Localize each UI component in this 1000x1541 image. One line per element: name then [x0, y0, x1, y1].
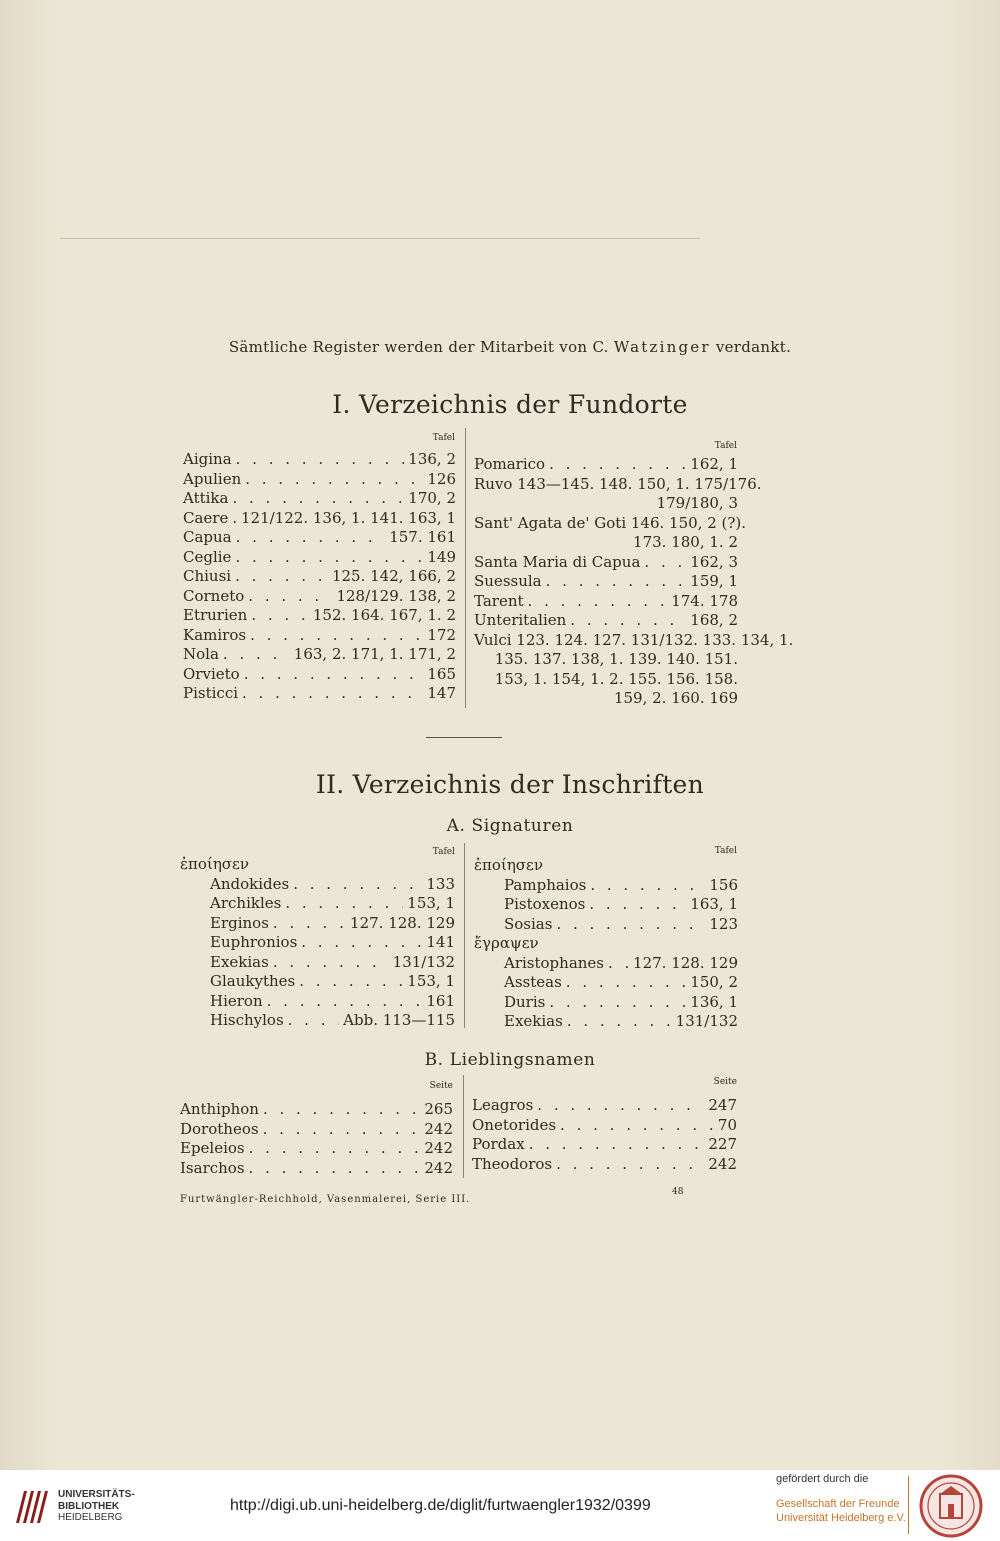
intro-prefix: Sämtliche Register werden der Mitarbeit von C. — [228, 338, 609, 356]
group-label: ἔγραψεν — [474, 934, 539, 952]
list-item: Hieron . . . 161 — [180, 992, 455, 1012]
library-logo-icon — [12, 1485, 52, 1527]
list-item: Capua . . . 157. 161 — [183, 528, 456, 548]
heading-inschriften: II. Verzeichnis der Inschriften — [315, 770, 705, 799]
signaturen-left-list — [180, 855, 455, 1031]
list-item: Sant' Agata de' Goti 146. 150, 2 (?). — [474, 513, 747, 532]
sponsor-name: Gesellschaft der Freunde Universität Heidelberg e.V. — [776, 1498, 906, 1524]
list-item: Chiusi . . . 125. 142, 166, 2 — [183, 567, 456, 587]
list-item: Santa Maria di Capua . . . 162, 3 — [474, 553, 738, 573]
heading-fundorte: I. Verzeichnis der Fundorte — [332, 390, 688, 419]
list-item: Apulien . . . 126 — [183, 470, 456, 490]
series-footer: Furtwängler-Reichhold, Vasenmalerei, Serie III. — [180, 1194, 471, 1205]
column-divider — [463, 1075, 464, 1178]
list-item: Glaukythes . . . 153, 1 — [180, 972, 455, 992]
library-name: UNIVERSITÄTS- BIBLIOTHEK HEIDELBERG — [58, 1489, 135, 1523]
banner-divider — [908, 1476, 909, 1534]
list-item-continuation: 173. 180, 1. 2 — [633, 533, 738, 551]
list-item: Pomarico . . . 162, 1 — [474, 455, 738, 475]
list-item: Unteritalien . . . 168, 2 — [474, 611, 738, 631]
digital-copy-link[interactable]: http://digi.ub.uni-heidelberg.de/diglit/furtwaengler1932/0399 — [230, 1497, 651, 1514]
col-head-left: Tafel — [432, 433, 455, 443]
list-item: Etrurien . . . 152. 164. 167, 1. 2 — [183, 606, 456, 626]
list-item-continuation: 159, 2. 160. 169 — [613, 689, 738, 707]
column-divider — [464, 843, 465, 1028]
list-item: Leagros . . . 247 — [472, 1096, 737, 1116]
subheading-signaturen: A. Signaturen — [446, 816, 574, 836]
list-item: Aigina . . . 136, 2 — [183, 450, 456, 470]
list-item: Nola . . . 163, 2. 171, 1. 171, 2 — [183, 645, 456, 665]
lieblingsnamen-left-list — [180, 1100, 453, 1178]
list-item: Assteas . . . 150, 2 — [474, 973, 738, 993]
list-item: Exekias . . . 131/132 — [474, 1012, 738, 1032]
list-item: Theodoros . . . 242 — [472, 1155, 737, 1175]
list-item: Ceglie . . . 149 — [183, 548, 456, 568]
list-item: Attika . . . 170, 2 — [183, 489, 456, 509]
list-item-continuation: 179/180, 3 — [656, 494, 738, 512]
col-head-right: Seite — [713, 1077, 737, 1087]
col-head-left: Tafel — [432, 847, 455, 857]
col-head-right: Tafel — [714, 846, 737, 856]
university-seal-icon — [918, 1474, 984, 1538]
page-number: 48 — [672, 1187, 684, 1197]
list-item: Exekias . . . 131/132 — [180, 953, 455, 973]
list-item: Corneto . . . 128/129. 138, 2 — [183, 587, 456, 607]
col-head-right: Tafel — [714, 441, 737, 451]
list-item: Sosias . . . 123 — [474, 915, 738, 935]
intro-suffix: verdankt. — [715, 338, 792, 356]
list-item: Isarchos . . . 242 — [180, 1159, 453, 1179]
list-item: Erginos . . . 127. 128. 129 — [180, 914, 455, 934]
list-item: Suessula . . . 159, 1 — [474, 572, 738, 592]
library-banner — [0, 1470, 1000, 1541]
list-item: Ruvo 143—145. 148. 150, 1. 175/176. — [474, 474, 762, 493]
list-item-continuation: 135. 137. 138, 1. 139. 140. 151. — [494, 650, 738, 668]
list-item: Duris . . . 136, 1 — [474, 993, 738, 1013]
list-item: Hischylos . . . Abb. 113—115 — [180, 1011, 455, 1031]
list-item: Aristophanes . . . 127. 128. 129 — [474, 954, 738, 974]
list-item: Onetorides . . . 70 — [472, 1116, 737, 1136]
signaturen-right-list — [474, 856, 738, 1032]
sponsor-label: gefördert durch die — [776, 1473, 869, 1485]
subheading-lieblingsnamen: B. Lieblingsnamen — [424, 1050, 596, 1070]
list-item: Dorotheos . . . 242 — [180, 1120, 453, 1140]
section-divider — [426, 737, 502, 738]
list-item: Caere . . . 121/122. 136, 1. 141. 163, 1 — [183, 509, 456, 529]
list-item: Anthiphon . . . 265 — [180, 1100, 453, 1120]
list-item: Archikles . . . 153, 1 — [180, 894, 455, 914]
list-item: Tarent . . . 174. 178 — [474, 592, 738, 612]
column-divider — [465, 428, 466, 708]
list-item: Pamphaios . . . 156 — [474, 876, 738, 896]
faint-bleed-rule — [60, 238, 700, 239]
list-item: Kamiros . . . 172 — [183, 626, 456, 646]
group-label: ἐποίησεν — [180, 855, 249, 873]
intro-name: Watzinger — [613, 338, 711, 356]
fundorte-left-list — [183, 450, 456, 704]
list-item: Andokides . . . 133 — [180, 875, 455, 895]
col-head-left: Seite — [429, 1081, 453, 1091]
list-item: Pistoxenos . . . 163, 1 — [474, 895, 738, 915]
list-item: Orvieto . . . 165 — [183, 665, 456, 685]
list-item: Pordax . . . 227 — [472, 1135, 737, 1155]
list-item: Vulci 123. 124. 127. 131/132. 133. 134, 1. — [474, 630, 794, 649]
lieblingsnamen-right-list — [472, 1096, 737, 1174]
list-item: Euphronios . . . 141 — [180, 933, 455, 953]
fundorte-right-list — [474, 455, 794, 709]
list-item: Epeleios . . . 242 — [180, 1139, 453, 1159]
list-item-continuation: 153, 1. 154, 1. 2. 155. 156. 158. — [494, 669, 738, 688]
list-item: Pisticci . . . 147 — [183, 684, 456, 704]
intro-note — [150, 338, 870, 356]
group-label: ἐποίησεν — [474, 856, 543, 874]
